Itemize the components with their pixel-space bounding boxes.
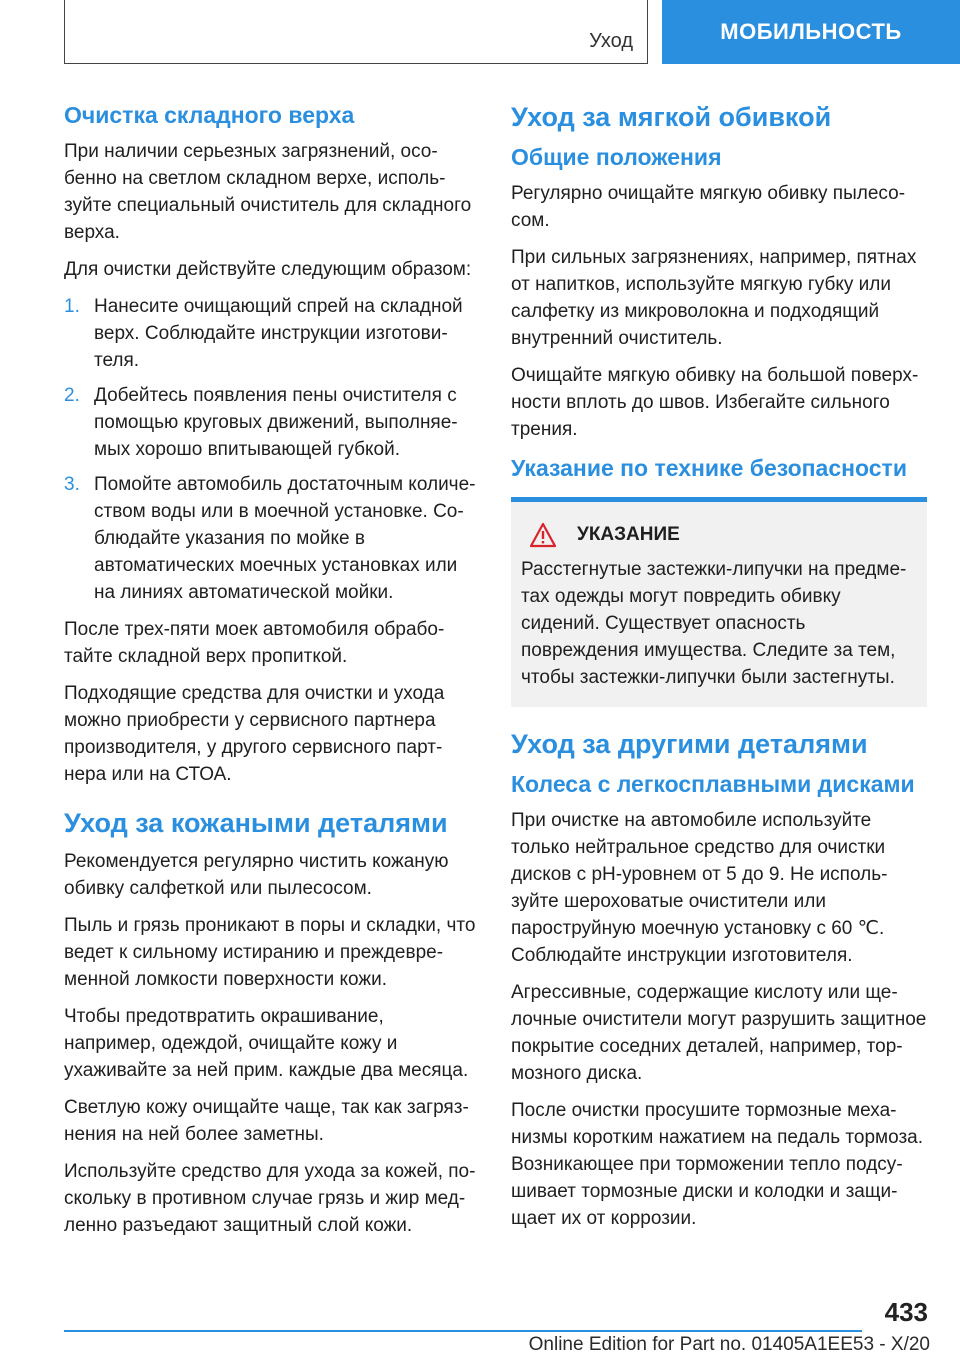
warning-header <box>521 522 915 548</box>
paragraph: Для очистки действуйте следующим образом: <box>64 259 472 280</box>
heading-roof-cleaning: Очистка складного верха <box>64 102 355 128</box>
paragraph: Регулярно очищайте мягкую обивку пылесосом. <box>511 183 906 231</box>
heading-alloy-wheels: Колеса с легкосплавными дисками <box>511 771 915 797</box>
paragraph: При очистке на автомобиле используйте только нейтральное средство для очистки дисков с pH-уровнем от 5 до 9. Не используйте шероховатые очистители или пароструйную моечную установку с 60 ℃. Соблюдайте инструкции изготовителя. <box>511 810 888 966</box>
list-item <box>64 471 478 606</box>
header-section-box <box>64 0 648 64</box>
heading-general: Общие положения <box>511 144 722 170</box>
footer-edition: Online Edition for Part no. 01405A1EE53 - X/20 <box>528 1334 930 1355</box>
steps-list <box>64 293 478 606</box>
warning-title: УКАЗАНИЕ <box>577 524 680 545</box>
footer-divider <box>64 1330 862 1332</box>
list-item <box>64 293 478 374</box>
paragraph: Рекомендуется регулярно чистить кожаную обивку салфеткой или пылесосом. <box>64 851 449 899</box>
left-column <box>64 100 478 1249</box>
step-text: Нанесите очищающий спрей на складной верх. Соблюдайте инструкции изготовителя. <box>94 296 463 371</box>
paragraph: После очистки просушите тормозные механизмы коротким нажатием на педаль тормоза. Возникающее при торможении тепло подсушивает тормозные диски и колодки и защищает их от коррозии. <box>511 1100 924 1229</box>
step-number: 3. <box>64 474 80 495</box>
step-number: 2. <box>64 385 80 406</box>
heading-leather-care: Уход за кожаными деталями <box>64 808 448 838</box>
warning-triangle-icon <box>529 522 557 548</box>
paragraph: Пыль и грязь проникают в поры и складки, что ведет к сильному истиранию и преждевременной ломкости поверхности кожи. <box>64 915 476 990</box>
paragraph: Агрессивные, содержащие кислоту или щелочные очистители могут разрушить защитное покрытие соседних деталей, например, тормозного диска. <box>511 982 927 1084</box>
paragraph: При сильных загрязнениях, например, пятнах от напитков, используйте мягкую губку или салфетку из микроволокна и подходящий внутренний очиститель. <box>511 247 917 349</box>
warning-text: Расстегнутые застежки-липучки на предметах одежды могут повредить обивку сидений. Существует опасность повреждения имущества. Следите за тем, чтобы застежки-липучки были застегнуты. <box>521 559 907 688</box>
paragraph: Чтобы предотвратить окрашивание, например, одеждой, очищайте кожу и ухаживайте за ней прим. каждые два месяца. <box>64 1006 469 1081</box>
paragraph: Используйте средство для ухода за кожей, поскольку в противном случае грязь и жир медленно разъедают защитный слой кожи. <box>64 1161 476 1236</box>
step-number: 1. <box>64 296 80 317</box>
right-column <box>511 100 927 1242</box>
heading-safety-note: Указание по технике безопасности <box>511 455 907 481</box>
step-text: Помойте автомобиль достаточным количеством воды или в моечной установке. Соблюдайте указания по мойке в автоматических моечных установках или на линиях автоматической мойки. <box>94 474 476 603</box>
heading-other-parts: Уход за другими деталями <box>511 729 868 759</box>
header-section-title: Уход <box>589 30 633 52</box>
step-text: Добейтесь появления пены очистителя с помощью круговых движений, выполняемых хорошо впитывающей губкой. <box>94 385 458 460</box>
paragraph: После трех-пяти моек автомобиля обработайте складной верх пропиткой. <box>64 619 445 667</box>
warning-box <box>511 497 927 707</box>
paragraph: При наличии серьезных загрязнений, особенно на светлом складном верхе, используйте специальный очиститель для складного верха. <box>64 141 472 243</box>
page-number: 433 <box>884 1297 928 1327</box>
paragraph: Очищайте мягкую обивку на большой поверхности вплоть до швов. Избегайте сильного трения. <box>511 365 919 440</box>
paragraph: Подходящие средства для очистки и ухода можно приобрести у сервисного партнера производителя, у другого сервисного партнера или на СТОА. <box>64 683 445 785</box>
list-item <box>64 382 478 463</box>
paragraph: Светлую кожу очищайте чаще, так как загрязнения на ней более заметны. <box>64 1097 469 1145</box>
heading-upholstery-care: Уход за мягкой обивкой <box>511 102 832 132</box>
header-chapter-tab: МОБИЛЬНОСТЬ <box>662 0 960 64</box>
